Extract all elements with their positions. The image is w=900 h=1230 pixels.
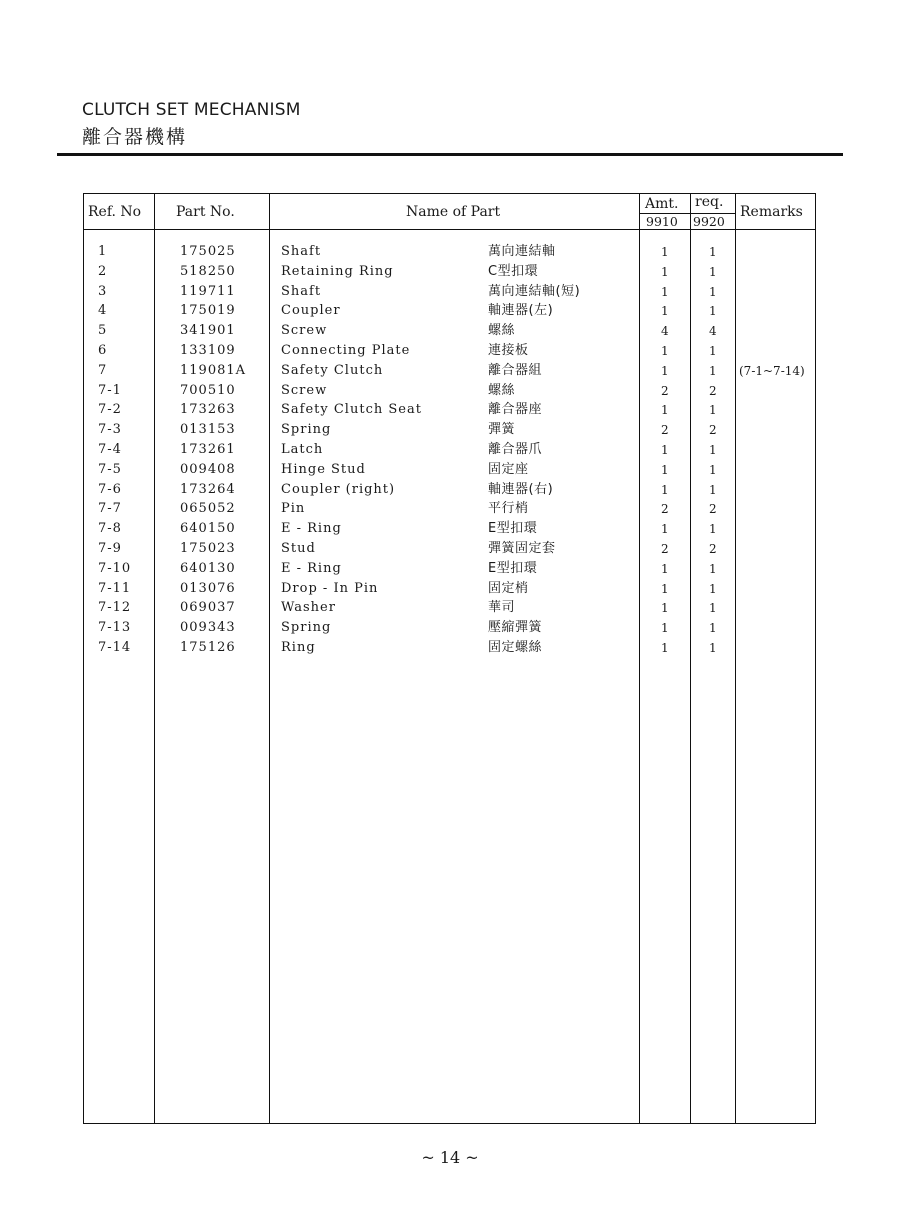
table-cell-q1: 1 (661, 403, 669, 418)
table-cell-q1: 1 (661, 482, 669, 497)
table-cell-name: Stud (281, 541, 316, 556)
column-divider (690, 194, 691, 1123)
table-cell-name-cn: 壓縮彈簧 (488, 620, 543, 636)
table-cell-name-cn: E型扣環 (488, 560, 538, 576)
table-cell-name-cn: 螺絲 (488, 382, 516, 398)
table-cell-name-cn: 華司 (488, 600, 516, 616)
ref-no-header: Ref. No (88, 204, 142, 220)
table-cell-part: 640150 (180, 521, 236, 537)
table-cell-part: 009343 (180, 620, 236, 636)
table-cell-part: 173261 (180, 442, 236, 457)
table-cell-ref: 7-11 (98, 580, 132, 596)
table-cell-name-cn: 彈簧 (488, 422, 516, 438)
table-cell-q1: 2 (661, 423, 669, 438)
table-cell-q1: 1 (661, 621, 669, 636)
table-cell-q2: 1 (709, 641, 717, 655)
table-cell-name: Shaft (281, 244, 322, 259)
table-cell-part: 009408 (180, 461, 236, 477)
table-cell-name-cn: 離合器座 (488, 402, 543, 418)
table-cell-name-cn: 固定梢 (488, 580, 529, 596)
table-cell-name: Coupler (281, 303, 341, 319)
table-cell-q2: 1 (709, 304, 717, 319)
table-cell-name-cn: C型扣環 (488, 263, 539, 279)
table-cell-name: Connecting Plate (281, 343, 411, 358)
table-cell-part: 013076 (180, 580, 236, 596)
table-cell-q1: 2 (661, 383, 669, 398)
table-cell-part: 700510 (180, 382, 236, 398)
table-cell-part: 518250 (180, 263, 236, 279)
table-cell-part: 175019 (180, 303, 236, 319)
column-divider (269, 194, 270, 1123)
table-cell-q2: 1 (709, 284, 717, 299)
section-title: CLUTCH SET MECHANISM (82, 100, 301, 120)
table-cell-q2: 1 (709, 245, 717, 259)
table-cell-remarks: (7-1~7-14) (739, 363, 805, 378)
table-cell-ref: 6 (98, 343, 108, 358)
parts-table (83, 193, 816, 1124)
table-cell-q1: 4 (661, 324, 669, 339)
table-cell-q2: 1 (709, 462, 717, 477)
table-cell-ref: 7-9 (98, 541, 122, 556)
table-cell-q2: 1 (709, 581, 717, 596)
table-cell-q2: 1 (709, 601, 717, 616)
table-cell-q1: 1 (661, 344, 669, 358)
table-cell-name: Spring (281, 620, 332, 636)
header-divider (57, 153, 843, 156)
table-cell-q1: 1 (661, 561, 669, 576)
table-cell-name: E - Ring (281, 521, 342, 537)
table-cell-name-cn: 離合器組 (488, 362, 543, 378)
table-cell-q2: 2 (709, 502, 717, 517)
header-row-divider (84, 229, 815, 230)
table-cell-ref: 7-7 (98, 501, 122, 517)
table-cell-part: 341901 (180, 323, 236, 339)
table-cell-q1: 1 (661, 641, 669, 655)
table-cell-name-cn: 彈簧固定套 (488, 541, 556, 556)
part-no-header: Part No. (176, 204, 235, 220)
table-cell-q2: 1 (709, 621, 717, 636)
table-cell-q2: 1 (709, 403, 717, 418)
table-cell-part: 175025 (180, 244, 236, 259)
table-cell-q2: 4 (709, 324, 717, 339)
table-cell-part: 119711 (180, 283, 236, 299)
table-cell-name: Screw (281, 323, 328, 339)
model-9920-header: 9920 (693, 214, 725, 229)
table-cell-q1: 1 (661, 581, 669, 596)
table-cell-part: 640130 (180, 560, 236, 576)
table-cell-q2: 1 (709, 443, 717, 457)
table-cell-name-cn: 萬向連結軸(短) (488, 283, 581, 299)
table-cell-q1: 1 (661, 601, 669, 616)
table-cell-name: Washer (281, 600, 336, 616)
table-cell-name-cn: 連接板 (488, 343, 529, 358)
column-divider (735, 194, 736, 1123)
table-cell-name-cn: 平行梢 (488, 501, 529, 517)
table-cell-name: Retaining Ring (281, 263, 394, 279)
table-cell-part: 175126 (180, 640, 236, 655)
name-of-part-header: Name of Part (406, 204, 501, 220)
table-cell-name: Ring (281, 640, 316, 655)
table-cell-name: Shaft (281, 283, 322, 299)
table-cell-name: Hinge Stud (281, 461, 366, 477)
table-cell-q2: 1 (709, 344, 717, 358)
table-cell-q1: 2 (661, 502, 669, 517)
table-cell-name-cn: 軸連器(右) (488, 481, 554, 497)
table-cell-q2: 1 (709, 482, 717, 497)
table-cell-q2: 2 (709, 542, 717, 556)
remarks-header: Remarks (740, 204, 803, 220)
table-cell-name: Safety Clutch Seat (281, 402, 422, 418)
table-cell-part: 013153 (180, 422, 236, 438)
table-cell-q2: 1 (709, 264, 717, 279)
table-cell-ref: 7-4 (98, 442, 122, 457)
table-cell-part: 173264 (180, 481, 236, 497)
table-cell-q1: 1 (661, 264, 669, 279)
table-cell-q1: 1 (661, 443, 669, 457)
table-cell-ref: 7-6 (98, 481, 122, 497)
table-cell-name: Safety Clutch (281, 362, 384, 378)
table-cell-q1: 1 (661, 462, 669, 477)
table-cell-ref: 7-2 (98, 402, 122, 418)
column-divider (154, 194, 155, 1123)
table-cell-q2: 2 (709, 423, 717, 438)
table-cell-ref: 1 (98, 244, 108, 259)
table-cell-part: 069037 (180, 600, 236, 616)
table-cell-q2: 1 (709, 561, 717, 576)
table-cell-ref: 7-10 (98, 560, 132, 576)
column-divider (639, 194, 640, 1123)
table-cell-q2: 1 (709, 522, 717, 537)
table-cell-q1: 2 (661, 542, 669, 556)
table-cell-ref: 7-3 (98, 422, 122, 438)
model-9910-header: 9910 (646, 214, 678, 229)
table-cell-q2: 2 (709, 383, 717, 398)
page-number: ~ 14 ~ (421, 1148, 479, 1167)
table-cell-name-cn: 離合器爪 (488, 442, 543, 457)
table-cell-ref: 7-14 (98, 640, 132, 655)
table-cell-ref: 7 (98, 362, 108, 378)
table-cell-q1: 1 (661, 245, 669, 259)
table-cell-name: Drop - In Pin (281, 580, 379, 596)
table-cell-name-cn: 固定座 (488, 461, 529, 477)
table-cell-ref: 7-12 (98, 600, 132, 616)
table-cell-ref: 7-1 (98, 382, 122, 398)
table-cell-part: 065052 (180, 501, 236, 517)
table-cell-part: 175023 (180, 541, 236, 556)
section-subtitle: 離合器機構 (82, 126, 188, 148)
table-cell-name: Coupler (right) (281, 481, 396, 497)
table-cell-name-cn: 螺絲 (488, 323, 516, 339)
table-cell-ref: 7-8 (98, 521, 122, 537)
req-header: req. (695, 194, 724, 210)
table-cell-q1: 1 (661, 304, 669, 319)
table-cell-ref: 2 (98, 263, 108, 279)
table-cell-ref: 7-13 (98, 620, 132, 636)
table-cell-part: 119081A (180, 362, 247, 378)
table-cell-q1: 1 (661, 284, 669, 299)
table-cell-ref: 4 (98, 303, 108, 319)
table-cell-ref: 5 (98, 323, 108, 339)
table-cell-name: Latch (281, 442, 324, 457)
amt-header: Amt. (645, 196, 679, 212)
table-cell-name: Spring (281, 422, 332, 438)
table-cell-q1: 1 (661, 522, 669, 537)
table-cell-q1: 1 (661, 363, 669, 378)
table-cell-ref: 3 (98, 283, 108, 299)
table-cell-q2: 1 (709, 363, 717, 378)
table-cell-name-cn: E型扣環 (488, 521, 538, 537)
table-cell-name: Pin (281, 501, 306, 517)
table-cell-name-cn: 軸連器(左) (488, 303, 554, 319)
table-cell-name-cn: 萬向連結軸 (488, 244, 556, 259)
table-cell-name: E - Ring (281, 560, 342, 576)
table-cell-name-cn: 固定螺絲 (488, 640, 543, 655)
table-cell-name: Screw (281, 382, 328, 398)
table-cell-part: 133109 (180, 343, 236, 358)
table-cell-part: 173263 (180, 402, 236, 418)
table-cell-ref: 7-5 (98, 461, 122, 477)
